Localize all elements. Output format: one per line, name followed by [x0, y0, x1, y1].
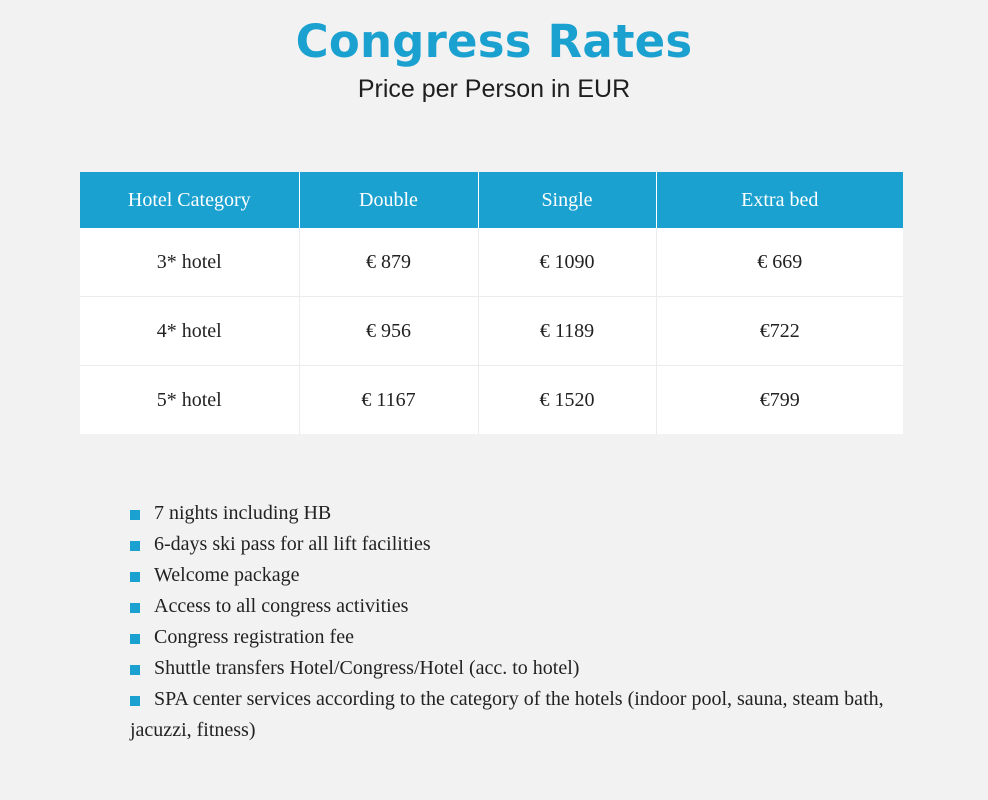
- rates-table: [80, 172, 903, 434]
- list-item-text: 6-days ski pass for all lift facilities: [154, 533, 431, 555]
- cell-single-price: € 1090: [478, 228, 656, 297]
- square-bullet-icon: [130, 572, 140, 582]
- cell-double-price: € 956: [299, 297, 478, 366]
- list-item-text: 7 nights including HB: [154, 502, 332, 524]
- list-item-text: Access to all congress activities: [154, 595, 409, 617]
- page-header: [0, 14, 988, 104]
- square-bullet-icon: [130, 541, 140, 551]
- list-item-text: Shuttle transfers Hotel/Congress/Hotel (acc. to hotel): [154, 657, 580, 679]
- list-item: [130, 498, 890, 529]
- cell-extra-bed-price: €722: [656, 297, 903, 366]
- list-item: [130, 529, 890, 560]
- list-item: [130, 684, 890, 746]
- cell-extra-bed-price: € 669: [656, 228, 903, 297]
- square-bullet-icon: [130, 634, 140, 644]
- cell-double-price: € 1167: [299, 366, 478, 435]
- list-item: [130, 622, 890, 653]
- square-bullet-icon: [130, 603, 140, 613]
- column-header-hotel-category: Hotel Category: [80, 172, 299, 228]
- cell-extra-bed-price: €799: [656, 366, 903, 435]
- cell-double-price: € 879: [299, 228, 478, 297]
- cell-hotel-category: 5* hotel: [80, 366, 299, 435]
- column-header-single: Single: [478, 172, 656, 228]
- list-item-text: Welcome package: [154, 564, 300, 586]
- page-subtitle: Price per Person in EUR: [357, 75, 631, 103]
- list-item-text: SPA center services according to the category of the hotels (indoor pool, sauna, steam bath, jacuzzi, fitness): [130, 688, 884, 741]
- column-header-extra-bed: Extra bed: [656, 172, 903, 228]
- list-item: [130, 653, 890, 684]
- list-item: [130, 560, 890, 591]
- page-title: Congress Rates: [295, 15, 693, 68]
- list-item-text: Congress registration fee: [154, 626, 354, 648]
- cell-hotel-category: 4* hotel: [80, 297, 299, 366]
- column-header-double: Double: [299, 172, 478, 228]
- included-features-list: [130, 498, 890, 746]
- square-bullet-icon: [130, 510, 140, 520]
- table-row: [80, 228, 903, 297]
- table-header-row: [80, 172, 903, 228]
- table-row: [80, 366, 903, 435]
- square-bullet-icon: [130, 665, 140, 675]
- table-row: [80, 297, 903, 366]
- cell-single-price: € 1189: [478, 297, 656, 366]
- cell-hotel-category: 3* hotel: [80, 228, 299, 297]
- square-bullet-icon: [130, 696, 140, 706]
- list-item: [130, 591, 890, 622]
- cell-single-price: € 1520: [478, 366, 656, 435]
